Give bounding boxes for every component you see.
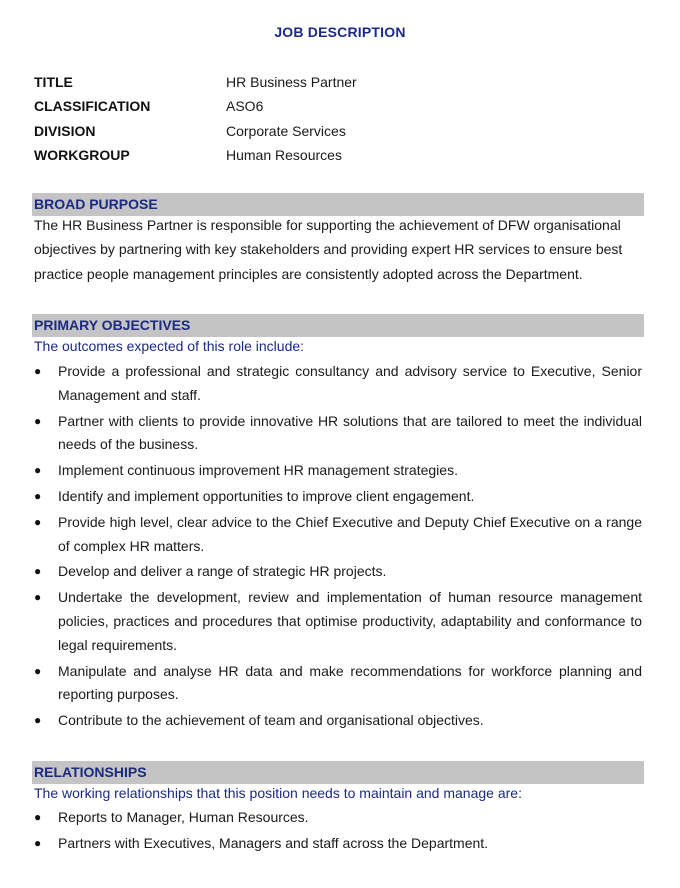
info-table (34, 70, 357, 167)
list-item-text: Provide a professional and strategic consultancy and advisory service to Executive, Senior Management and staff. (58, 363, 642, 403)
list-item (34, 806, 642, 830)
list-item (34, 709, 642, 733)
bullet-icon: ● (34, 810, 42, 824)
info-key: WORKGROUP (34, 147, 130, 164)
list-item (34, 511, 642, 559)
info-value: Human Resources (226, 147, 342, 164)
broad-purpose-text: The HR Business Partner is responsible for supporting the achievement of DFW organisational objectives by partnering with key stakeholders and providing expert HR services to ensure best practice people management principles are consistently adopted across the Department. (34, 217, 623, 282)
list-item (34, 410, 642, 458)
bullet-icon: ● (34, 663, 42, 678)
list-item (34, 660, 642, 708)
bullet-icon: ● (34, 514, 42, 529)
primary-objectives-list (34, 360, 642, 735)
list-item (34, 459, 642, 483)
list-item-text: Develop and deliver a range of strategic HR projects. (58, 563, 387, 580)
list-item-text: Manipulate and analyse HR data and make recommendations for workforce planning and reporting purposes. (58, 662, 642, 703)
info-row-classification (34, 94, 357, 118)
list-item-text: Provide high level, clear advice to the Chief Executive and Deputy Chief Executive on a range of complex HR matters. (58, 513, 642, 554)
relationships-heading: RELATIONSHIPS (32, 761, 644, 784)
relationships-intro: The working relationships that this position needs to maintain and manage are: (34, 785, 522, 801)
info-value: ASO6 (226, 98, 264, 115)
bullet-icon: ● (34, 413, 42, 428)
relationships-list (34, 806, 642, 858)
bullet-icon: ● (34, 364, 42, 378)
list-item (34, 560, 642, 584)
list-item-text: Implement continuous improvement HR management strategies. (58, 462, 458, 479)
list-item-text: Identify and implement opportunities to improve client engagement. (58, 487, 475, 504)
info-row-workgroup (34, 143, 357, 167)
info-value: Corporate Services (226, 122, 346, 139)
list-item-text: Partner with clients to provide innovative HR solutions that are tailored to meet the individual needs of the business. (58, 412, 642, 453)
info-value: HR Business Partner (226, 74, 357, 91)
bullet-icon: ● (34, 488, 42, 503)
list-item-text: Reports to Manager, Human Resources. (58, 809, 309, 825)
broad-purpose-heading: BROAD PURPOSE (32, 193, 644, 216)
info-key: CLASSIFICATION (34, 98, 151, 115)
bullet-icon: ● (34, 564, 42, 579)
primary-objectives-intro: The outcomes expected of this role include: (34, 338, 305, 354)
info-key: TITLE (34, 74, 73, 91)
info-row-title (34, 70, 357, 94)
list-item (34, 360, 642, 408)
bullet-icon: ● (34, 713, 42, 728)
info-row-division (34, 119, 357, 143)
info-key: DIVISION (34, 122, 96, 139)
primary-objectives-heading: PRIMARY OBJECTIVES (32, 314, 644, 337)
list-item (34, 485, 642, 509)
list-item-text: Contribute to the achievement of team and organisational objectives. (58, 712, 484, 729)
list-item-text: Partners with Executives, Managers and staff across the Department. (58, 834, 489, 851)
bullet-icon: ● (34, 835, 42, 850)
document-title: JOB DESCRIPTION (274, 24, 406, 40)
list-item-text: Undertake the development, review and implementation of human resource management policies, practices and procedures that optimise productivity, adaptability and conformance to legal requirements. (58, 589, 642, 653)
bullet-icon: ● (34, 463, 42, 478)
list-item (34, 832, 642, 856)
bullet-icon: ● (34, 590, 42, 605)
list-item (34, 586, 642, 657)
